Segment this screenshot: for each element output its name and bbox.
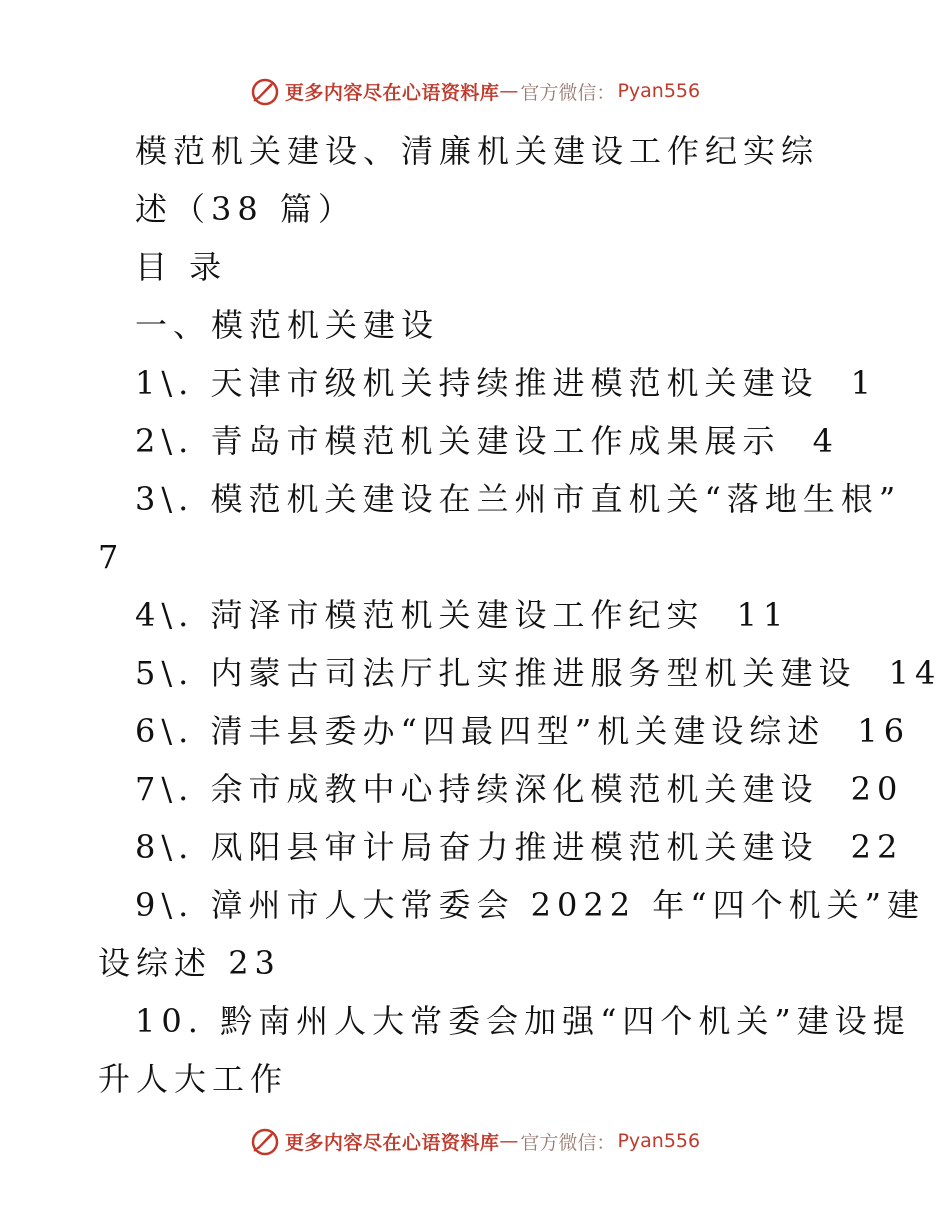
toc-item[interactable] <box>98 354 878 412</box>
toc-item-page: 16 <box>857 712 911 750</box>
toc-item-text: 菏泽市模范机关建设工作纪实 <box>210 596 705 634</box>
toc-item-number: 5\. <box>135 654 195 692</box>
toc-item-text: 清丰县委办“四最四型”机关建设综述 <box>210 712 826 750</box>
footer-banner <box>0 1121 950 1161</box>
banner-site-name: 更多内容尽在心语资料库 <box>284 1131 500 1154</box>
toc-item[interactable] <box>98 760 904 818</box>
toc-item-text: 内蒙古司法厅扎实推进服务型机关建设 <box>210 654 857 692</box>
section-heading: 一、模范机关建设 <box>135 306 440 344</box>
toc-item[interactable] <box>98 586 858 644</box>
toc-item[interactable] <box>98 470 902 528</box>
toc-item-number: 9\. <box>135 886 195 924</box>
banner-dash: — <box>499 80 519 102</box>
toc-item-number: 10. <box>135 1002 204 1040</box>
toc-item-page: 14 <box>888 654 942 692</box>
doc-title-line-1: 模范机关建设、清廉机关建设工作纪实综 <box>135 132 820 170</box>
doc-title-line-2: 述（38 篇） <box>135 190 356 228</box>
toc-item-text: 漳州市人大常委会 2022 年“四个机关”建 <box>210 886 925 924</box>
toc-item-page: 20 <box>850 770 904 808</box>
toc-heading: 目 录 <box>135 248 228 286</box>
banner-dash: — <box>499 1130 519 1152</box>
banner-wechat-label: 官方微信： <box>520 1131 616 1154</box>
toc-item-text: 天津市级机关持续推进模范机关建设 <box>210 364 819 402</box>
toc-item-number: 4\. <box>135 596 195 634</box>
toc-item-number: 2\. <box>135 422 195 460</box>
banner-site-name: 更多内容尽在心语资料库 <box>284 81 500 104</box>
toc-item-continuation <box>98 1050 858 1108</box>
toc-item-text: 凤阳县审计局奋力推进模范机关建设 <box>210 828 819 866</box>
toc-item-text-cont: 设综述 <box>98 944 213 982</box>
banner-wechat-id: Pyan556 <box>617 1130 701 1152</box>
toc-item[interactable] <box>98 412 858 470</box>
toc-item-number: 7\. <box>135 770 195 808</box>
toc-item-page: 11 <box>736 596 790 634</box>
toc-item-text: 青岛市模范机关建设工作成果展示 <box>210 422 781 460</box>
toc-item-page: 4 <box>812 422 840 460</box>
document-body <box>98 122 942 1108</box>
toc-item-text: 黔南州人大常委会加强“四个机关”建设提 <box>220 1002 911 1040</box>
banner-wechat-label: 官方微信： <box>520 81 616 104</box>
toc-item[interactable] <box>98 818 904 876</box>
toc-item[interactable] <box>98 644 942 702</box>
toc-item-number: 6\. <box>135 712 195 750</box>
toc-item-page: 23 <box>228 944 281 982</box>
toc-item[interactable] <box>98 876 925 934</box>
toc-item-continuation <box>98 934 858 992</box>
toc-item-text: 余市成教中心持续深化模范机关建设 <box>210 770 819 808</box>
toc-item-page: 22 <box>850 828 904 866</box>
toc-item-number: 3\. <box>135 480 195 518</box>
toc-item-page-wrapped: 7 <box>98 538 125 576</box>
toc-item-page: 1 <box>850 364 878 402</box>
toc-item-text-cont: 升人大工作 <box>98 1060 289 1098</box>
quill-pen-logo-icon <box>250 1126 280 1156</box>
toc-item-text: 模范机关建设在兰州市直机关“落地生根” <box>210 480 902 518</box>
banner-wechat-id: Pyan556 <box>617 80 701 102</box>
quill-pen-logo-icon <box>250 76 280 106</box>
toc-item[interactable] <box>98 992 911 1050</box>
toc-item-number: 1\. <box>135 364 195 402</box>
toc-item-number: 8\. <box>135 828 195 866</box>
header-banner <box>0 71 950 111</box>
toc-item[interactable] <box>98 702 911 760</box>
